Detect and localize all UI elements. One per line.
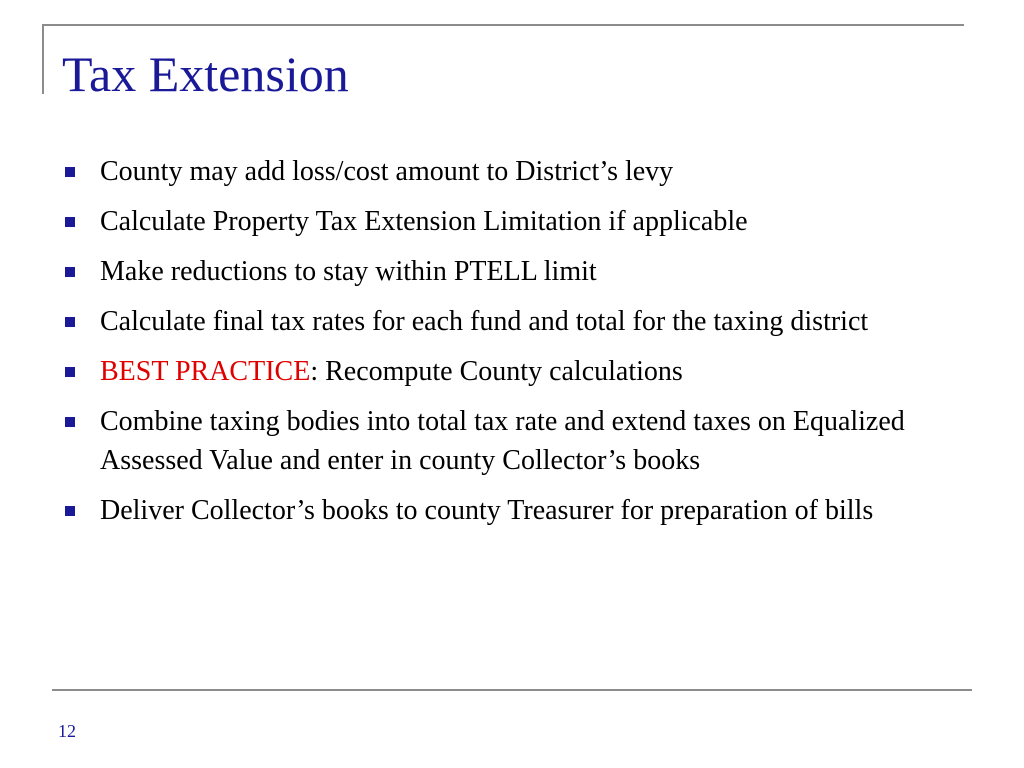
bullet-text: Combine taxing bodies into total tax rate and extend taxes on Equalized Assessed Value and enter in county Collector’s books [100, 406, 905, 476]
bullet-item [62, 302, 952, 341]
bullet-item-best-practice [62, 352, 952, 391]
bullet-item [62, 252, 952, 291]
left-frame-line [42, 24, 44, 94]
bullet-text: : Recompute County calculations [310, 356, 683, 387]
bullet-text: Deliver Collector’s books to county Treasurer for preparation of bills [100, 495, 874, 526]
top-frame-line [42, 24, 964, 26]
bullet-item [62, 491, 952, 530]
bullet-text: Calculate final tax rates for each fund and total for the taxing district [100, 306, 869, 337]
square-bullet-icon [65, 167, 75, 177]
bullet-item [62, 202, 952, 241]
page-number: 12 [58, 721, 76, 741]
bullet-item [62, 402, 952, 480]
bullet-item [62, 152, 952, 191]
square-bullet-icon [65, 217, 75, 227]
square-bullet-icon [65, 267, 75, 277]
square-bullet-icon [65, 317, 75, 327]
bullet-text: County may add loss/cost amount to District’s levy [100, 156, 674, 187]
bullet-text: Calculate Property Tax Extension Limitation if applicable [100, 206, 748, 237]
bullet-list [62, 152, 952, 541]
bullet-text: Make reductions to stay within PTELL limit [100, 256, 597, 287]
square-bullet-icon [65, 367, 75, 377]
footer-divider [52, 689, 972, 691]
slide-title: Tax Extension [62, 46, 349, 102]
best-practice-label: BEST PRACTICE [100, 356, 311, 387]
square-bullet-icon [65, 506, 75, 516]
square-bullet-icon [65, 417, 75, 427]
